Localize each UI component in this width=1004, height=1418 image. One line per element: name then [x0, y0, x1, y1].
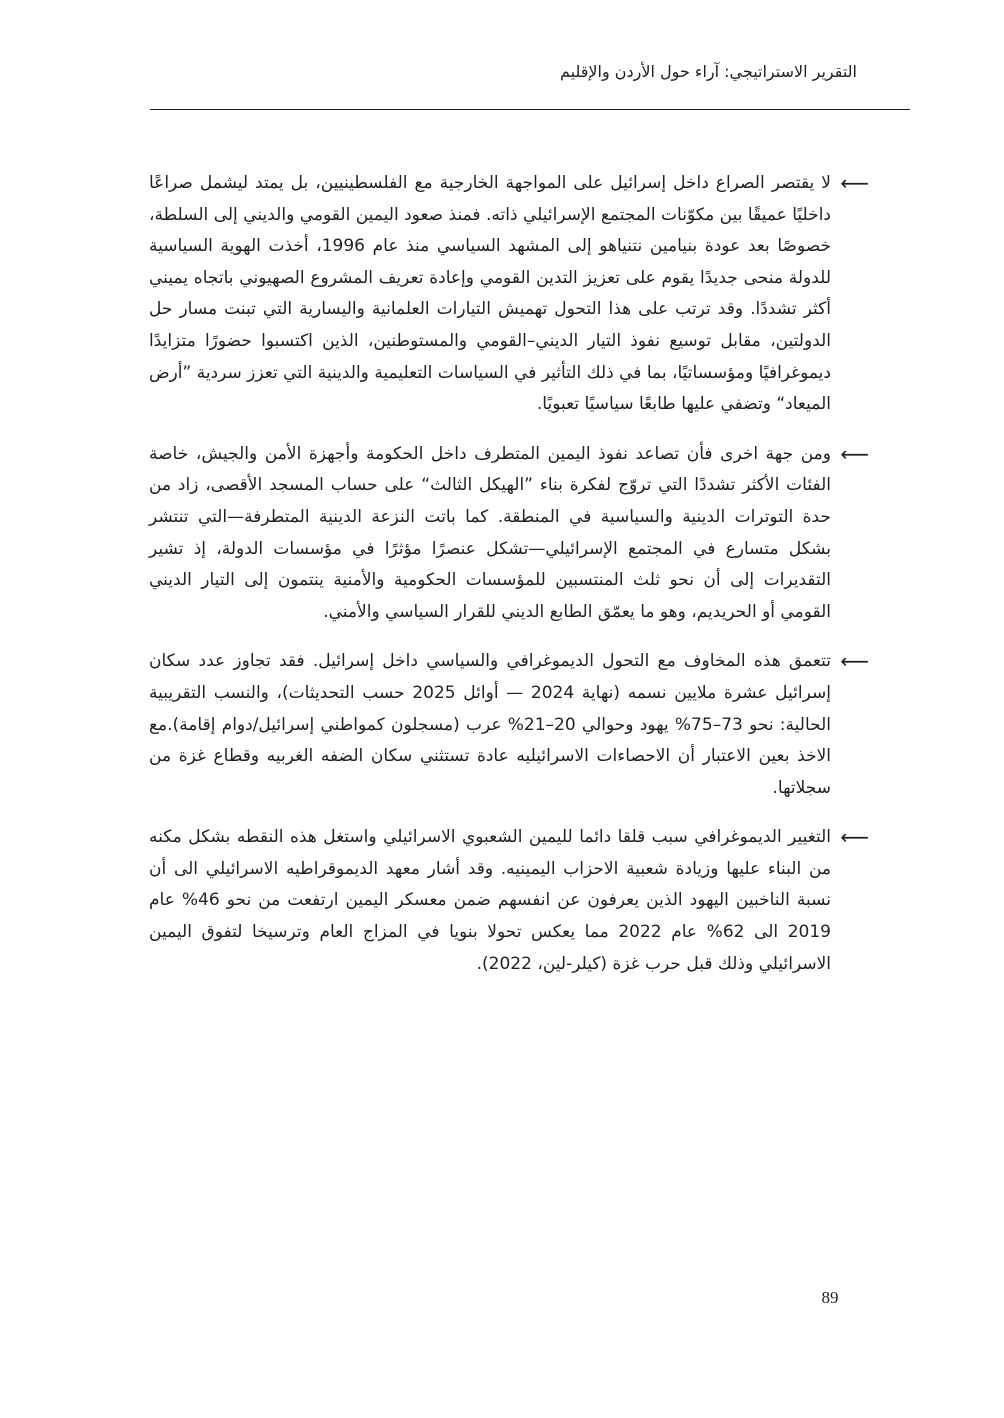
left-arrow-icon: ⟵ — [840, 649, 869, 674]
page-number: 89 — [821, 1288, 839, 1307]
paragraph-text: تتعمق هذه المخاوف مع التحول الديموغرافي والسياسي داخل إسرائيل. فقد تجاوز عدد سكان إسرائيل عشرة ملايين نسمه (نهاية 2024 — أوائل 2025 حسب التحديثات)، والنسب التقريبية الحالية: نحو 73–75% يهود وحوالي 20–21% عرب (مسجلون كمواطني إسرائيل/دوام إقامة).مع الاخذ بعين الاعتبار أن الاحصاءات الاسرائيليه عادة تستثني سكان الضفه الغربيه وقطاع غزة من سجلاتها. — [149, 651, 831, 798]
paragraph-text: التغيير الديموغرافي سبب قلقا دائما لليمين الشعبوي الاسرائيلي واستغل هذه النقطه بشكل مكنه من البناء عليها وزيادة شعبية الاحزاب اليمينيه. وقد أشار معهد الديموقراطيه الاسرائيلي الى أن نسبة الناخبين اليهود الذين يعرفون عن انفسهم ضمن معسكر اليمين ارتفعت من نحو 46% عام 2019 الى 62% عام 2022 مما يعكس تحولا بنويا في المزاج العام وترسيخا لتفوق اليمين الاسرائيلي وذلك قبل حرب غزة (كيلر-لين، 2022). — [149, 827, 831, 974]
bullet-paragraph — [149, 822, 869, 980]
bullet-paragraph — [149, 168, 869, 421]
header-divider — [150, 109, 910, 110]
bullet-paragraph — [149, 646, 869, 804]
left-arrow-icon: ⟵ — [840, 825, 869, 850]
paragraph-text: ومن جهة اخرى فأن تصاعد نفوذ اليمين المتطرف داخل الحكومة وأجهزة الأمن والجيش، خاصة الفئات الأكثر تشددًا التي تروّج لفكرة بناء ”الهيكل الثالث“ على حساب المسجد الأقصى، زاد من حدة التوترات الدينية والسياسية في المنطقة. كما باتت النزعة الدينية المتطرفة—التي تنتشر بشكل متسارع في المجتمع الإسرائيلي—تشكل عنصرًا مؤثرًا في مؤسسات الدولة، إذ تشير التقديرات إلى أن نحو ثلث المنتسبين للمؤسسات الحكومية والأمنية ينتمون إلى التيار الديني القومي أو الحريديم، وهو ما يعمّق الطابع الديني للقرار السياسي والأمني. — [149, 443, 831, 622]
left-arrow-icon: ⟵ — [840, 171, 869, 195]
paragraph-text: لا يقتصر الصراع داخل إسرائيل على المواجهة الخارجية مع الفلسطينيين، بل يمتد ليشمل صراعًا داخليًا عميقًا بين مكوّنات المجتمع الإسرائيلي ذاته. فمنذ صعود اليمين القومي والديني إلى السلطة، خصوصًا بعد عودة بنيامين نتنياهو إلى المشهد السياسي منذ عام 1996، أخذت الهوية السياسية للدولة منحى جديدًا يقوم على تعزيز التدين القومي وإعادة تعريف المشروع الصهيوني باتجاه يميني أكثر تشددًا. وقد ترتب على هذا التحول تهميش التيارات العلمانية واليسارية التي تبنت مسار حل الدولتين، مقابل توسيع نفوذ التيار الديني–القومي والمستوطنين، الذين اكتسبوا حضورًا متزايدًا ديموغرافيًا ومؤسساتيًا، بما في ذلك التأثير في السياسات التعليمية والدينية التي تعزز سردية ”أرض الميعاد“ وتضفي عليها طابعًا سياسيًا تعبويًا. — [149, 173, 831, 415]
page-body — [149, 168, 869, 998]
bullet-paragraph — [149, 439, 869, 629]
running-header-title: التقرير الاستراتيجي: آراء حول الأردن والإقليم — [559, 62, 857, 81]
left-arrow-icon: ⟵ — [840, 441, 869, 466]
